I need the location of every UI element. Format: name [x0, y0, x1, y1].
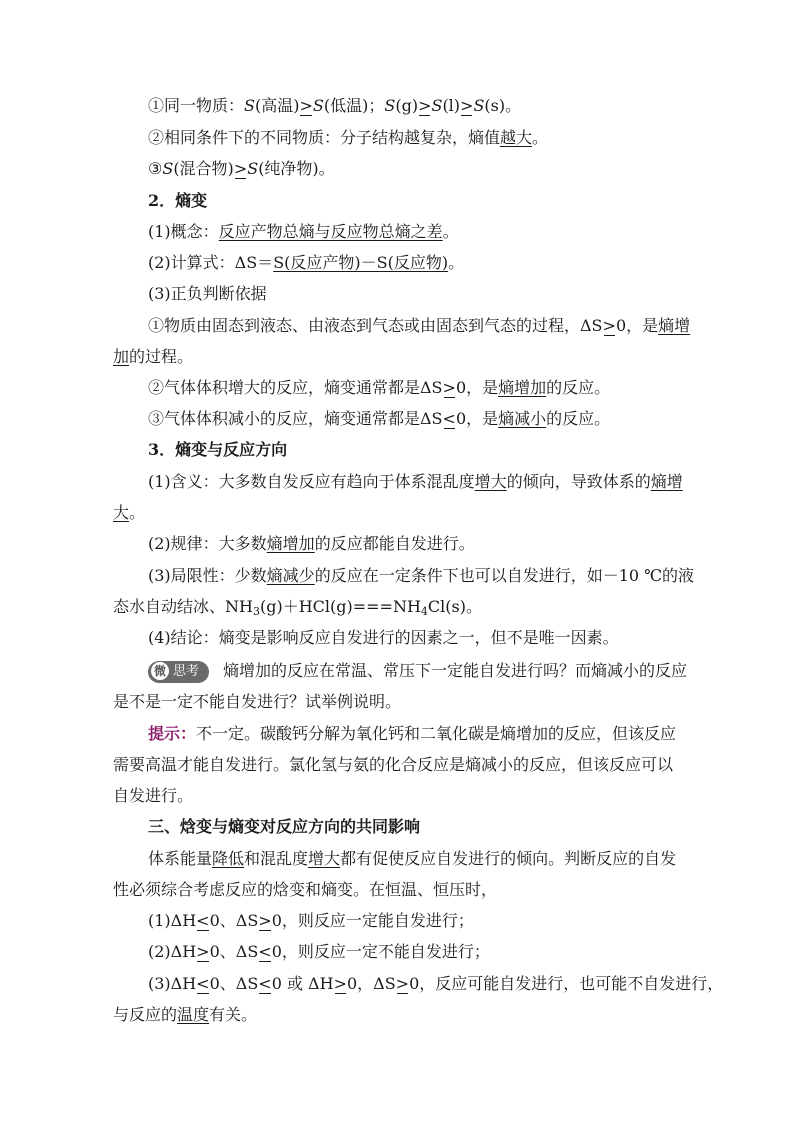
text-line-phase-change: ①物质由固态到液态、由液态到气态或由固态到气态的过程，ΔS>0，是熵增	[148, 314, 690, 338]
text-line-meaning: (1)含义：大多数自发反应有趋向于体系混乱度增大的倾向，导致体系的熵增	[148, 472, 683, 491]
text-line-conclusion: (4)结论：熵变是影响反应自发进行的因素之一，但不是唯一因素。	[148, 628, 619, 647]
think-badge: 微 思考	[148, 661, 209, 683]
hint-label: 提示：	[148, 724, 197, 743]
text-line-gas-increase: ②气体体积增大的反应，熵变通常都是ΔS>0，是熵增加的反应。	[148, 376, 610, 400]
text-line-tendency: 体系能量降低和混乱度增大都有促使反应自发进行的倾向。判断反应的自发	[148, 849, 677, 868]
section-heading-direction: 3．熵变与反应方向	[148, 440, 288, 459]
text-line-think-question: 微 思考 熵增加的反应在常温、常压下一定能自发进行吗？而熵减小的反应	[148, 659, 687, 683]
text-line-different-substances: ②相同条件下的不同物质：分子结构越复杂，熵值越大。	[148, 128, 549, 147]
text-line-sign-basis: (3)正负判断依据	[148, 284, 267, 303]
text-line-concept: (1)概念：反应产物总熵与反应物总熵之差。	[148, 222, 459, 241]
section-heading-combined: 三、焓变与熵变对反应方向的共同影响	[148, 817, 421, 836]
section-heading-entropy-change: 2．熵变	[148, 191, 208, 210]
text-line-case-3: (3)ΔH<0、ΔS<0 或 ΔH>0，ΔS>0，反应可能自发进行，也可能不自发进行，	[148, 972, 723, 996]
text-line-hint-cont-1: 需要高温才能自发进行。氯化氢与氨的化合反应是熵减小的反应，但该反应可以	[113, 755, 674, 774]
text-line-meaning-cont: 大。	[113, 503, 146, 522]
text-line-rule: (2)规律：大多数熵增加的反应都能自发进行。	[148, 534, 475, 553]
text-line-hint: 提示：不一定。碳酸钙分解为氧化钙和二氧化碳是熵增加的反应，但该反应	[148, 724, 677, 743]
think-badge-icon: 微	[151, 662, 169, 680]
text-line-tendency-cont: 性必须综合考虑反应的焓变和熵变。在恒温、恒压时，	[113, 880, 498, 899]
text-line-case-3-cont: 与反应的温度有关。	[113, 1005, 258, 1024]
text-line-limitation-cont: 态水自动结冰、$NH_3(g)+HCl(g)===NH_4Cl(s)$。	[113, 597, 482, 618]
text-line-gas-decrease: ③气体体积减小的反应，熵变通常都是ΔS<0，是熵减小的反应。	[148, 407, 610, 431]
text-line-think-question-cont: 是不是一定不能自发进行？试举例说明。	[113, 692, 402, 711]
text-line-phase-change-cont: 加的过程。	[113, 347, 194, 366]
text-line-limitation: (3)局限性：少数熵减少的反应在一定条件下也可以自发进行，如－10 ℃的液	[148, 566, 695, 585]
text-line-entropy-same-substance: ①同一物质：S(高温)>S(低温)；S(g)>S(l)>S(s)。	[148, 94, 521, 118]
text-line-mixture: ③S(混合物)>S(纯净物)。	[148, 157, 335, 181]
text-line-case-2: (2)ΔH>0、ΔS<0，则反应一定不能自发进行；	[148, 940, 490, 964]
text-line-hint-cont-2: 自发进行。	[113, 786, 194, 805]
text-line-case-1: (1)ΔH<0、ΔS>0，则反应一定能自发进行；	[148, 909, 474, 933]
text-line-formula: (2)计算式：ΔS＝S(反应产物)－S(反应物)。	[148, 253, 465, 272]
